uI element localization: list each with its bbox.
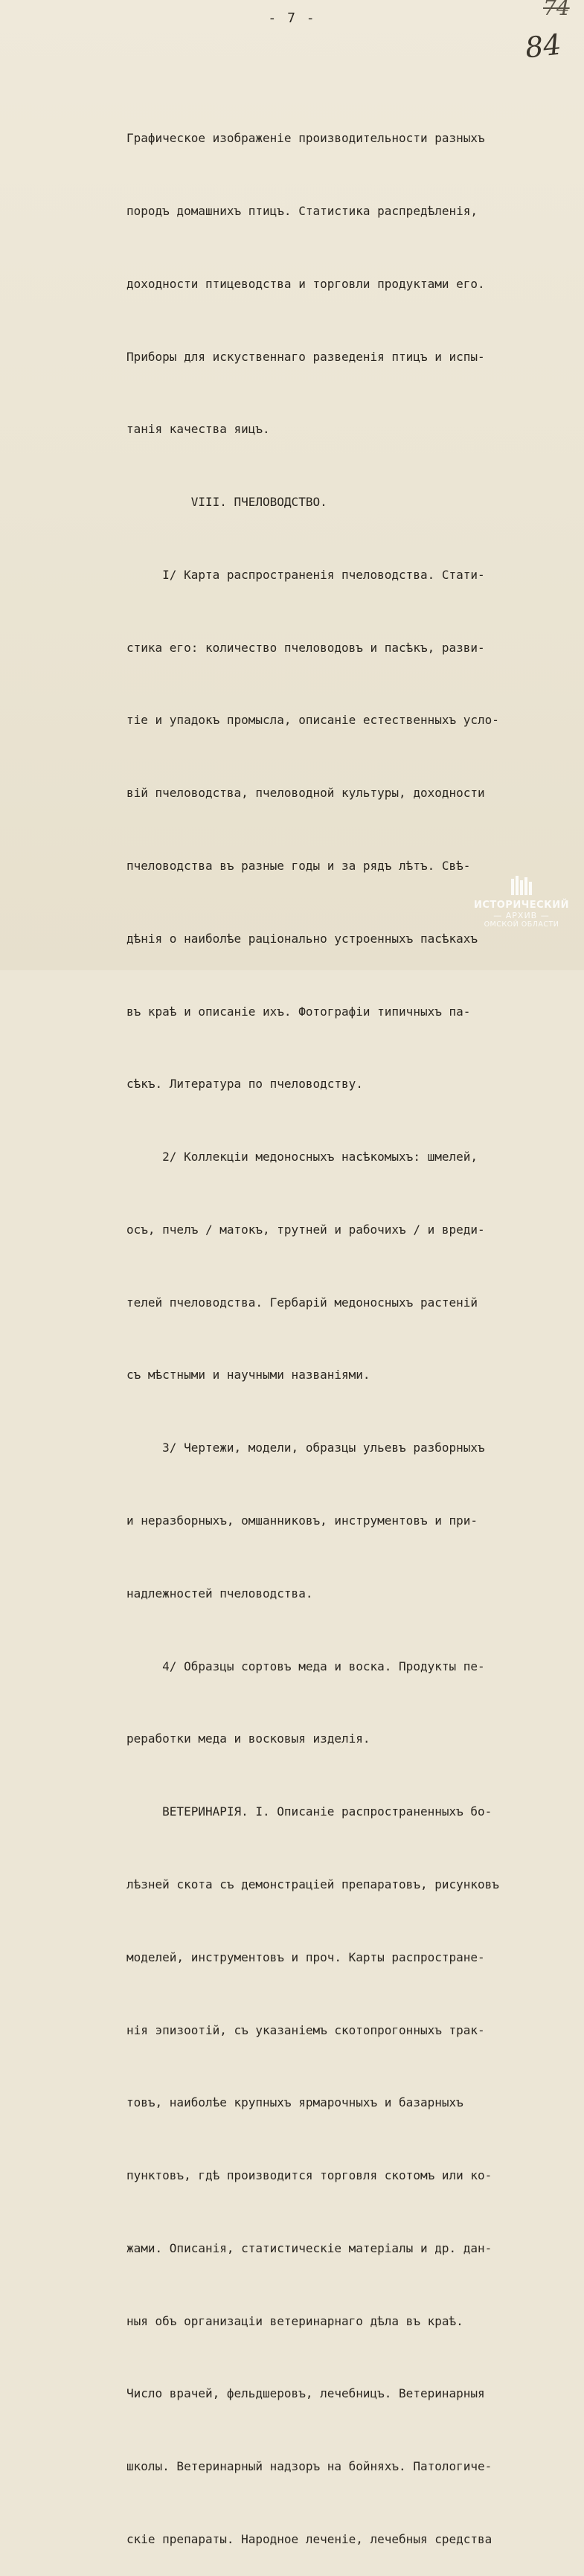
archive-number: 84 (523, 28, 563, 65)
text-line: породъ домашнихъ птицъ. Статистика распредѣленiя, (126, 203, 478, 218)
archive-number-old: 74 (543, 0, 570, 20)
page-number: - 7 - (268, 10, 316, 26)
document-body (126, 78, 573, 2576)
text-line: ныя объ организацiи ветеринарнаго дѣла въ краѣ. (126, 2313, 463, 2328)
text-line: 3/ Чертежи, модели, образцы ульевъ разборныхъ (126, 1441, 485, 1455)
text-line: сѣкъ. Литература по пчеловодству. (126, 1077, 363, 1092)
text-line: осъ, пчелъ / матокъ, трутней и рабочихъ / и вреди- (126, 1222, 485, 1237)
text-line: пчеловодства въ разные годы и за рядъ лѣтъ. Свѣ- (126, 859, 471, 873)
text-line: Графическое изображенiе производительности разныхъ (126, 131, 485, 146)
text-line: Приборы для искуственнаго разведенiя птицъ и испы- (126, 349, 485, 364)
watermark-title: ИСТОРИЧЕСКИЙ (473, 900, 570, 911)
text-line: жами. Описанiя, статистическiе матерiалы и др. дан- (126, 2240, 492, 2255)
text-line: скiе препараты. Народное леченiе, лечебныя средства (126, 2531, 492, 2546)
text-line: I/ Карта распространенiя пчеловодства. Стати- (126, 567, 485, 582)
text-line: доходности птицеводства и торговли продуктами его. (126, 276, 485, 291)
text-line: Число врачей, фельдшеровъ, лечебницъ. Ветеринарныя (126, 2386, 485, 2401)
text-line: моделей, инструментовъ и проч. Карты распростране- (126, 1949, 485, 1964)
text-line: надлежностей пчеловодства. (126, 1586, 313, 1601)
archive-building-icon (508, 874, 535, 897)
text-line: нiя эпизоотiй, съ указанiемъ скотопрогонныхъ трак- (126, 2022, 485, 2037)
text-line: 4/ Образцы сортовъ меда и воска. Продукты пе- (126, 1659, 485, 1673)
text-line: телей пчеловодства. Гербарiй медоносныхъ растенiй (126, 1295, 478, 1310)
text-line: въ краѣ и описанiе ихъ. Фотографiи типичныхъ па- (126, 1004, 471, 1019)
text-line: пунктовъ, гдѣ производится торговля скотомъ или ко- (126, 2168, 492, 2183)
text-line: ВЕТЕРИНАРIЯ. I. Описанiе распространенныхъ бо- (126, 1804, 492, 1819)
text-line: вiй пчеловодства, пчеловодной культуры, доходности (126, 786, 485, 801)
text-line: школы. Ветеринарный надзоръ на бойняхъ. Патологиче- (126, 2459, 492, 2474)
text-line: дѣнiя о наиболѣе рацiонально устроенныхъ пасѣкахъ (126, 931, 478, 946)
text-line: товъ, наиболѣе крупныхъ ярмарочныхъ и базарныхъ (126, 2095, 463, 2110)
text-line: реработки меда и восковыя изделiя. (126, 1731, 370, 1746)
text-line: тiе и упадокъ промысла, описанiе естественныхъ усло- (126, 713, 499, 728)
text-line: танiя качества яицъ. (126, 422, 270, 437)
text-line: лѣзней скота съ демонстрацiей препаратовъ, рисунковъ (126, 1877, 499, 1891)
watermark-region: ОМСКОЙ ОБЛАСТИ (484, 920, 559, 929)
section-heading: VIII. ПЧЕЛОВОДСТВО. (126, 495, 327, 510)
text-line: и неразборныхъ, омшанниковъ, инструментовъ и при- (126, 1513, 478, 1528)
text-line: съ мѣстными и научными названiями. (126, 1368, 370, 1382)
text-line: стика его: количество пчеловодовъ и пасѣкъ, разви- (126, 640, 485, 655)
watermark-subtitle: — АРХИВ — (493, 911, 550, 920)
text-line: 2/ Коллекцiи медоносныхъ насѣкомыхъ: шмелей, (126, 1150, 478, 1164)
archive-watermark (466, 874, 577, 929)
